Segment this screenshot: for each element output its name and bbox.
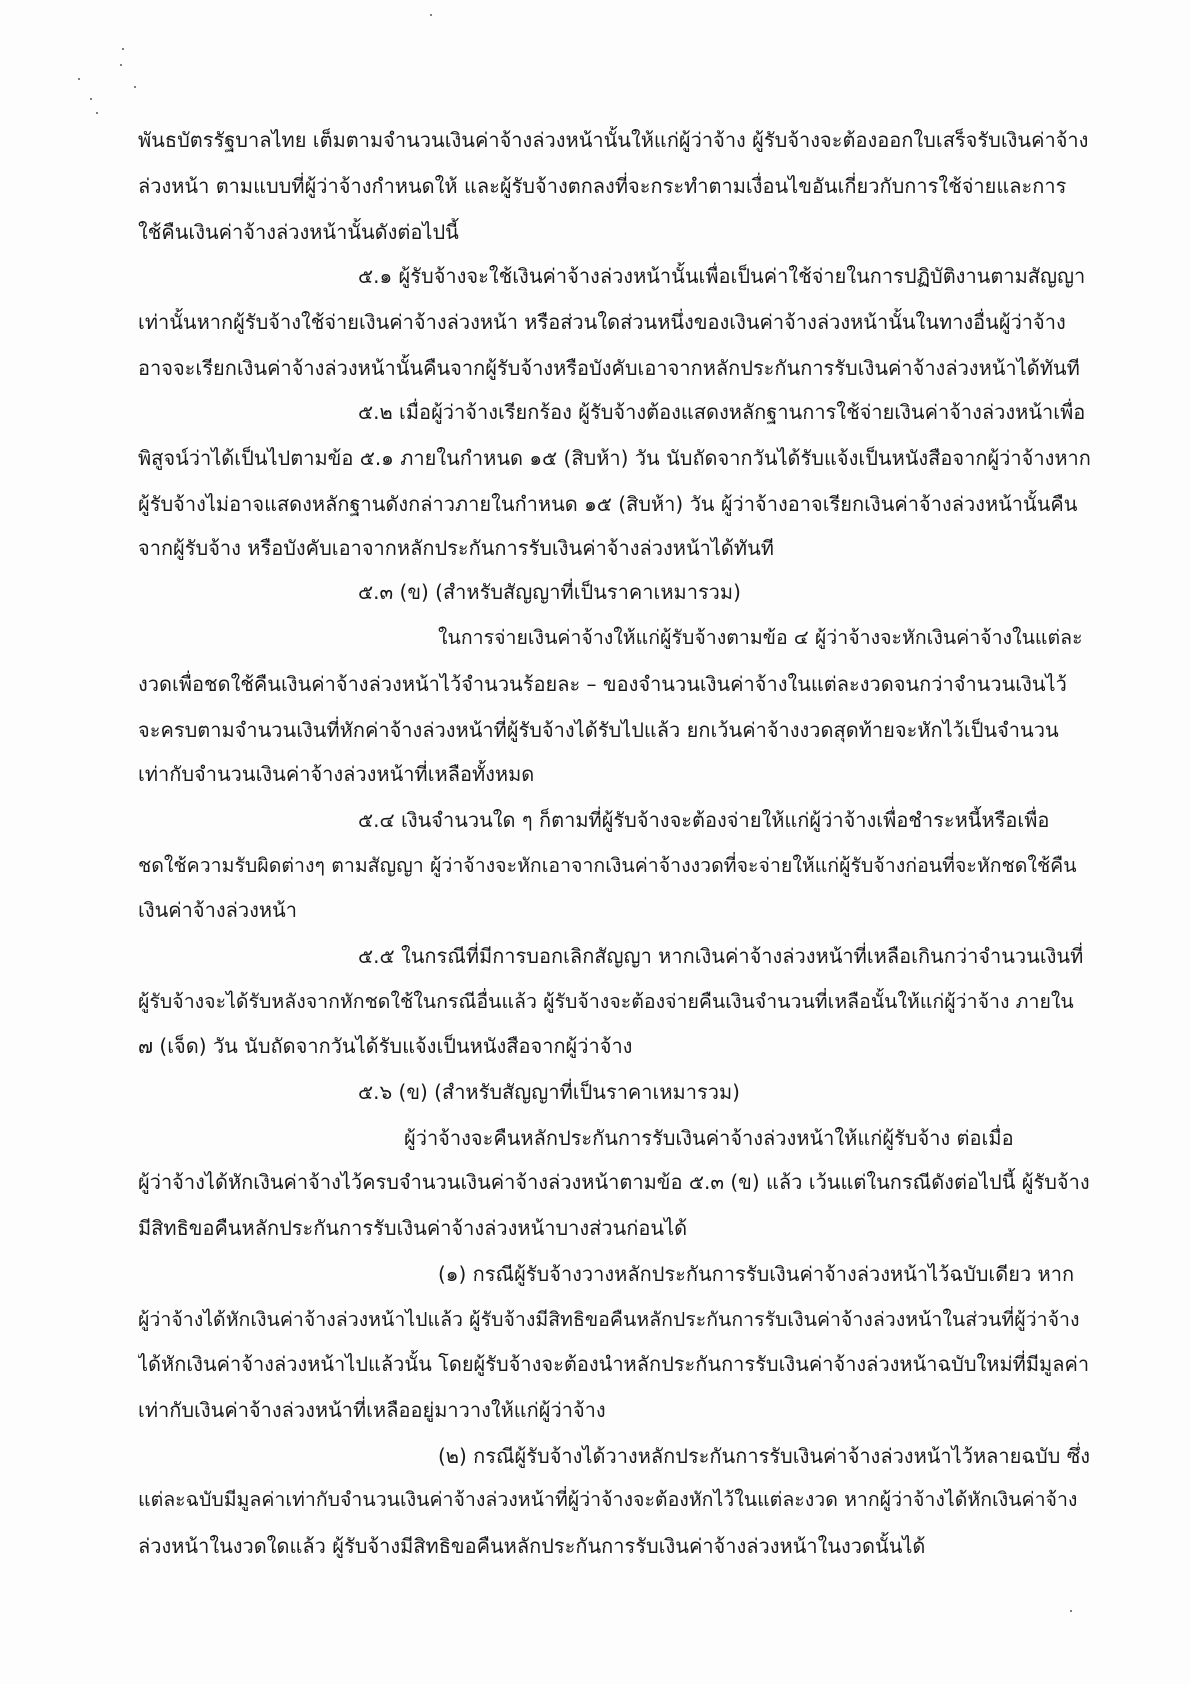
paragraph-line: เท่ากับจำนวนเงินค่าจ้างล่วงหน้าที่เหลือทั้งหมด bbox=[138, 762, 535, 786]
paragraph-line: ผู้รับจ้างจะได้รับหลังจากหักชดใช้ในกรณีอื่นแล้ว ผู้รับจ้างจะต้องจ่ายคืนเงินจำนวนที่เหลือนั้นให้แก่ผู้ว่าจ้าง ภายใน bbox=[138, 990, 1074, 1013]
paragraph-line: จากผู้รับจ้าง หรือบังคับเอาจากหลักประกันการรับเงินค่าจ้างล่วงหน้าได้ทันที bbox=[138, 536, 774, 560]
sub-clause-2-heading: (๒) กรณีผู้รับจ้างได้วางหลักประกันการรับเงินค่าจ้างล่วงหน้าไว้หลายฉบับ ซึ่ง bbox=[438, 1444, 1091, 1468]
paragraph-line: ผู้ว่าจ้างได้หักเงินค่าจ้างไว้ครบจำนวนเงินค่าจ้างล่วงหน้าตามข้อ ๕.๓ (ข) แล้ว เว้นแต่ในกรณีดังต่อไปนี้ ผู้รับจ้าง bbox=[138, 1170, 1090, 1194]
scan-speck bbox=[1070, 1610, 1072, 1612]
scan-speck bbox=[122, 48, 124, 50]
paragraph-line: ได้หักเงินค่าจ้างล่วงหน้าไปแล้วนั้น โดยผู้รับจ้างจะต้องนำหลักประกันการรับเงินค่าจ้างล่วงหน้าฉบับใหม่ที่มีมูลค่า bbox=[138, 1352, 1090, 1376]
clause-5-5-heading: ๕.๕ ในกรณีที่มีการบอกเลิกสัญญา หากเงินค่าจ้างล่วงหน้าที่เหลือเกินกว่าจำนวนเงินที่ bbox=[358, 944, 1084, 968]
paragraph-line: เท่านั้นหากผู้รับจ้างใช้จ่ายเงินค่าจ้างล่วงหน้า หรือส่วนใดส่วนหนึ่งของเงินค่าจ้างล่วงหน้านั้นในทางอื่นผู้ว่าจ้าง bbox=[138, 310, 1066, 334]
scan-speck bbox=[120, 64, 122, 66]
paragraph-line: ๗ (เจ็ด) วัน นับถัดจากวันได้รับแจ้งเป็นหนังสือจากผู้ว่าจ้าง bbox=[138, 1034, 633, 1058]
paragraph-line: ล่วงหน้าในงวดใดแล้ว ผู้รับจ้างมีสิทธิขอคืนหลักประกันการรับเงินค่าจ้างล่วงหน้าในงวดนั้นได้ bbox=[138, 1534, 926, 1558]
paragraph-line: งวดเพื่อชดใช้คืนเงินค่าจ้างล่วงหน้าไว้จำนวนร้อยละ – ของจำนวนเงินค่าจ้างในแต่ละงวดจนกว่าจำนวนเงินไว้ bbox=[138, 672, 1067, 696]
paragraph-line: พิสูจน์ว่าได้เป็นไปตามข้อ ๕.๑ ภายในกำหนด ๑๕ (สิบห้า) วัน นับถัดจากวันได้รับแจ้งเป็นหนังสือจากผู้ว่าจ้างหาก bbox=[138, 446, 1091, 470]
sub-clause-1-heading: (๑) กรณีผู้รับจ้างวางหลักประกันการรับเงินค่าจ้างล่วงหน้าไว้ฉบับเดียว หาก bbox=[438, 1262, 1075, 1286]
paragraph-line: แต่ละฉบับมีมูลค่าเท่ากับจำนวนเงินค่าจ้างล่วงหน้าที่ผู้ว่าจ้างจะต้องหักไว้ในแต่ละงวด หากผู้ว่าจ้างได้หักเงินค่าจ้าง bbox=[138, 1488, 1078, 1511]
scan-speck bbox=[430, 14, 432, 16]
paragraph-line: ล่วงหน้า ตามแบบที่ผู้ว่าจ้างกำหนดให้ และผู้รับจ้างตกลงที่จะกระทำตามเงื่อนไขอันเกี่ยวกับการใช้จ่ายและการ bbox=[138, 174, 1067, 198]
paragraph-line: เท่ากับเงินค่าจ้างล่วงหน้าที่เหลืออยู่มาวางให้แก่ผู้ว่าจ้าง bbox=[138, 1398, 606, 1422]
clause-5-1-heading: ๕.๑ ผู้รับจ้างจะใช้เงินค่าจ้างล่วงหน้านั้นเพื่อเป็นค่าใช้จ่ายในการปฏิบัติงานตามสัญญา bbox=[358, 264, 1086, 288]
paragraph-line: ผู้ว่าจ้างจะคืนหลักประกันการรับเงินค่าจ้างล่วงหน้าให้แก่ผู้รับจ้าง ต่อเมื่อ bbox=[404, 1126, 1014, 1150]
scan-speck bbox=[134, 86, 136, 88]
paragraph-line: มีสิทธิขอคืนหลักประกันการรับเงินค่าจ้างล่วงหน้าบางส่วนก่อนได้ bbox=[138, 1216, 688, 1240]
clause-5-3-heading: ๕.๓ (ข) (สำหรับสัญญาที่เป็นราคาเหมารวม) bbox=[358, 580, 741, 604]
paragraph-line: ผู้รับจ้างไม่อาจแสดงหลักฐานดังกล่าวภายในกำหนด ๑๕ (สิบห้า) วัน ผู้ว่าจ้างอาจเรียกเงินค่าจ้างล่วงหน้านั้นคืน bbox=[138, 492, 1078, 516]
scan-speck bbox=[78, 78, 80, 80]
scan-speck bbox=[90, 98, 92, 100]
clause-5-2-heading: ๕.๒ เมื่อผู้ว่าจ้างเรียกร้อง ผู้รับจ้างต้องแสดงหลักฐานการใช้จ่ายเงินค่าจ้างล่วงหน้าเพื่อ bbox=[358, 400, 1086, 424]
clause-5-6-heading: ๕.๖ (ข) (สำหรับสัญญาที่เป็นราคาเหมารวม) bbox=[358, 1080, 740, 1104]
paragraph-line: พันธบัตรรัฐบาลไทย เต็มตามจำนวนเงินค่าจ้างล่วงหน้านั้นให้แก่ผู้ว่าจ้าง ผู้รับจ้างจะต้องออกใบเสร็จรับเงินค่าจ้าง bbox=[138, 128, 1089, 152]
paragraph-line: ใช้คืนเงินค่าจ้างล่วงหน้านั้นดังต่อไปนี้ bbox=[138, 220, 459, 244]
paragraph-line: เงินค่าจ้างล่วงหน้า bbox=[138, 898, 297, 922]
paragraph-line: อาจจะเรียกเงินค่าจ้างล่วงหน้านั้นคืนจากผู้รับจ้างหรือบังคับเอาจากหลักประกันการรับเงินค่าจ้างล่วงหน้าได้ทันที bbox=[138, 356, 1080, 380]
paragraph-line: ในการจ่ายเงินค่าจ้างให้แก่ผู้รับจ้างตามข้อ ๔ ผู้ว่าจ้างจะหักเงินค่าจ้างในแต่ละ bbox=[438, 626, 1083, 649]
clause-5-4-heading: ๕.๔ เงินจำนวนใด ๆ ก็ตามที่ผู้รับจ้างจะต้องจ่ายให้แก่ผู้ว่าจ้างเพื่อชำระหนี้หรือเพื่อ bbox=[358, 808, 1050, 832]
paragraph-line: ผู้ว่าจ้างได้หักเงินค่าจ้างล่วงหน้าไปแล้ว ผู้รับจ้างมีสิทธิขอคืนหลักประกันการรับเงินค่าจ้างล่วงหน้าในส่วนที่ผู้ว่าจ้าง bbox=[138, 1308, 1080, 1331]
scan-speck bbox=[96, 112, 98, 114]
paragraph-line: ชดใช้ความรับผิดต่างๆ ตามสัญญา ผู้ว่าจ้างจะหักเอาจากเงินค่าจ้างงวดที่จะจ่ายให้แก่ผู้รับจ้างก่อนที่จะหักชดใช้คืน bbox=[138, 854, 1077, 877]
paragraph-line: จะครบตามจำนวนเงินที่หักค่าจ้างล่วงหน้าที่ผู้รับจ้างได้รับไปแล้ว ยกเว้นค่าจ้างงวดสุดท้ายจะหักไว้เป็นจำนวน bbox=[138, 718, 1059, 742]
